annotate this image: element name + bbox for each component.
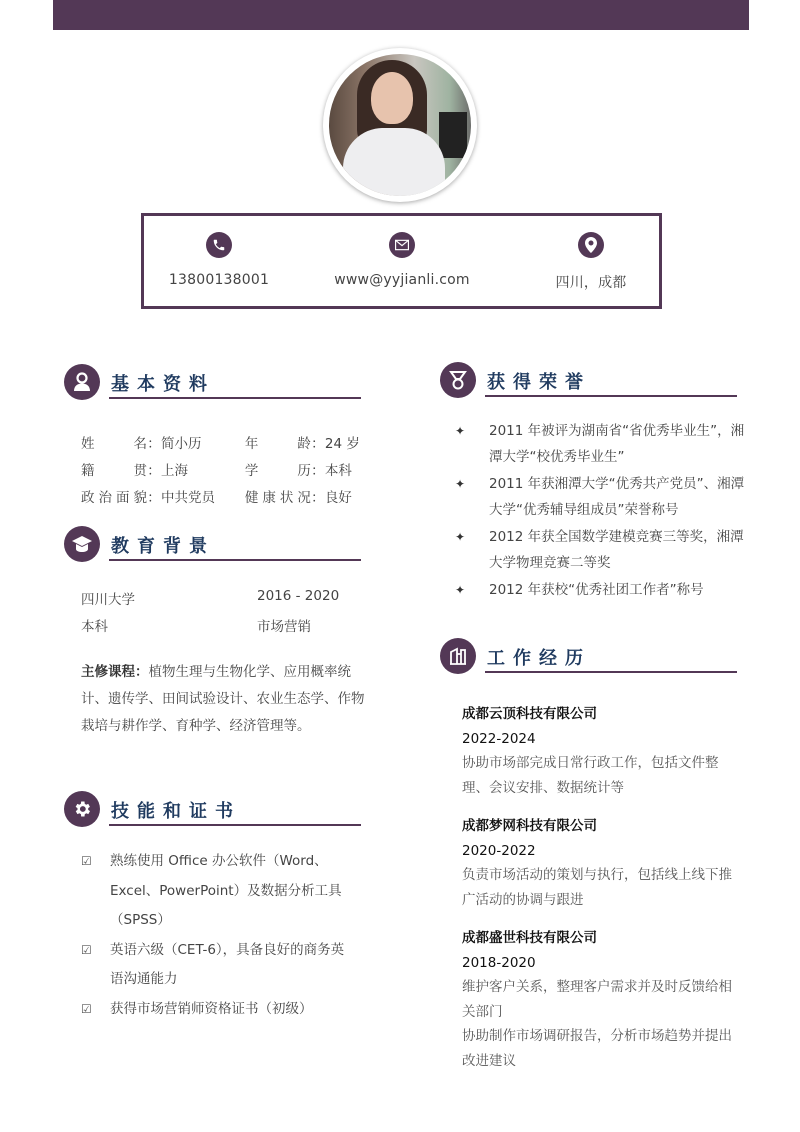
skill-text: 英语六级（CET-6），具备良好的商务英语沟通能力 — [110, 941, 345, 987]
section-honors — [440, 362, 740, 402]
contact-email — [302, 232, 502, 288]
job-period: 2018-2020 — [462, 954, 536, 971]
section-work — [440, 638, 740, 678]
list-item — [81, 995, 356, 1025]
job-period: 2020-2022 — [462, 842, 536, 859]
section-title: 教育背景 — [111, 536, 215, 557]
list-item — [455, 577, 745, 603]
company-name: 成都盛世科技有限公司 — [462, 930, 597, 946]
job-period: 2022-2024 — [462, 730, 536, 747]
honor-text: 2011 年被评为湖南省“省优秀毕业生”，湘潭大学“校优秀毕业生” — [489, 423, 745, 465]
major: 市场营销 — [257, 619, 311, 635]
profile-photo-frame — [323, 48, 477, 202]
job-entry — [462, 702, 742, 800]
courses — [81, 659, 366, 740]
courses-label: 主修课程： — [81, 664, 149, 680]
list-item — [81, 936, 356, 995]
edu-row — [81, 615, 371, 642]
graduation-cap-icon — [64, 526, 100, 562]
education-details — [81, 588, 371, 642]
info-value: 24 岁 — [324, 436, 360, 452]
info-label: 姓名 — [81, 436, 147, 452]
star-bullet-icon: ✦ — [455, 530, 466, 544]
location-text: 四川，成都 — [555, 275, 627, 291]
contact-phone — [119, 232, 319, 288]
school: 四川大学 — [81, 592, 135, 608]
star-bullet-icon: ✦ — [455, 477, 466, 491]
section-basic-info — [64, 364, 364, 404]
basic-info-grid — [81, 432, 371, 513]
divider — [109, 559, 361, 561]
section-title: 基本资料 — [111, 374, 215, 395]
section-title: 技能和证书 — [111, 801, 241, 822]
email-icon — [389, 232, 415, 258]
info-label: 政治面貌 — [81, 490, 147, 506]
degree: 本科 — [81, 619, 108, 635]
section-title: 获得荣誉 — [487, 372, 591, 393]
building-icon — [440, 638, 476, 674]
section-skills — [64, 791, 364, 831]
info-value: 本科 — [324, 463, 352, 479]
honor-text: 2012 年获全国数学建模竞赛三等奖，湘潭大学物理竞赛二等奖 — [489, 529, 744, 571]
info-label: 学历 — [244, 463, 311, 479]
divider — [109, 397, 361, 399]
job-description: 协助市场部完成日常行政工作，包括文件整理、会议安排、数据统计等 — [462, 755, 719, 796]
info-label: 健康状况 — [244, 490, 311, 506]
separator: ： — [311, 463, 325, 479]
phone-icon — [206, 232, 232, 258]
info-value: 简小历 — [161, 436, 202, 452]
skill-text: 获得市场营销师资格证书（初级） — [110, 1000, 313, 1017]
list-item — [81, 847, 356, 936]
divider — [109, 824, 361, 826]
checkbox-icon: ☑ — [81, 854, 92, 868]
courses-text: 植物生理与生物化学、应用概率统计、遗传学、田间试验设计、农业生态学、作物栽培与耕作学、育种学、经济管理等。 — [81, 664, 365, 734]
job-description: 维护客户关系，整理客户需求并及时反馈给相关部门 — [462, 979, 732, 1020]
email-address: www@yyjianli.com — [334, 272, 470, 288]
skills-list — [81, 847, 356, 1024]
section-title: 工作经历 — [487, 648, 591, 669]
separator: ： — [147, 490, 161, 506]
info-row — [81, 432, 371, 459]
phone-number: 13800138001 — [168, 272, 270, 288]
divider — [485, 395, 737, 397]
info-row — [81, 486, 371, 513]
honor-text: 2011 年获湘潭大学“优秀共产党员”、湘潭大学“优秀辅导组成员”荣誉称号 — [489, 476, 745, 518]
list-item — [455, 471, 745, 523]
separator: ： — [147, 436, 161, 452]
info-label: 年龄 — [244, 436, 311, 452]
star-bullet-icon: ✦ — [455, 424, 466, 438]
job-entry — [462, 926, 742, 1073]
person-icon — [64, 364, 100, 400]
job-description: 协助制作市场调研报告，分析市场趋势并提出改进建议 — [462, 1028, 732, 1069]
gear-icon — [64, 791, 100, 827]
list-item — [455, 418, 745, 470]
location-icon — [578, 232, 604, 258]
divider — [485, 671, 737, 673]
job-description: 负责市场活动的策划与执行，包括线上线下推广活动的协调与跟进 — [462, 867, 732, 908]
skill-text: 熟练使用 Office 办公软件（Word、Excel、PowerPoint）及数据分析工具（SPSS） — [110, 853, 342, 928]
info-value: 中共党员 — [161, 490, 215, 506]
info-value: 良好 — [324, 490, 352, 506]
medal-icon — [440, 362, 476, 398]
company-name: 成都云顶科技有限公司 — [462, 706, 597, 722]
job-entry — [462, 814, 742, 912]
contact-location — [491, 232, 691, 292]
company-name: 成都梦网科技有限公司 — [462, 818, 597, 834]
honors-list — [455, 418, 745, 604]
info-row — [81, 459, 371, 486]
profile-photo — [329, 54, 471, 196]
work-list — [462, 702, 742, 1087]
edu-row — [81, 588, 371, 615]
checkbox-icon: ☑ — [81, 1001, 92, 1016]
info-label: 籍贯 — [81, 463, 147, 479]
header-bar — [53, 0, 749, 30]
edu-period: 2016 - 2020 — [257, 588, 340, 604]
separator: ： — [147, 463, 161, 479]
separator: ： — [311, 436, 325, 452]
checkbox-icon: ☑ — [81, 942, 92, 957]
section-education — [64, 526, 364, 566]
info-value: 上海 — [161, 463, 188, 479]
separator: ： — [311, 490, 325, 506]
contact-box — [141, 213, 662, 309]
list-item — [455, 524, 745, 576]
honor-text: 2012 年获校“优秀社团工作者”称号 — [489, 582, 704, 598]
star-bullet-icon: ✦ — [455, 583, 466, 597]
